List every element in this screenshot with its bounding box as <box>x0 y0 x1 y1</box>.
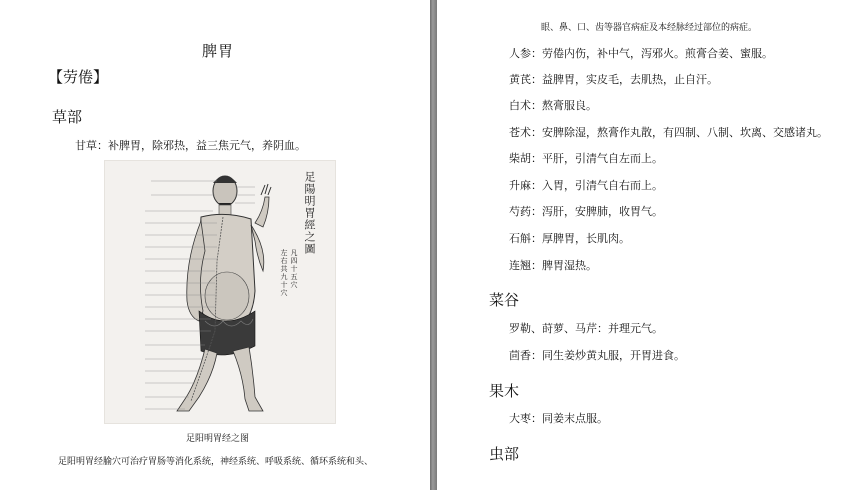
figure-vertical-title: 足陽明胃經之圖 <box>303 171 316 255</box>
figure-vertical-sub2: 左右共九十穴 <box>280 249 288 297</box>
entry-luole: 罗勒、莳萝、马芹：并理元气。 <box>509 322 663 335</box>
entry-shaoyao: 芍药：泻肝，安脾肺，收胃气。 <box>509 205 663 218</box>
section-heading-vegetable: 菜谷 <box>489 291 520 309</box>
entry-gancao: 甘草：补脾胃，除邪热，益三焦元气，养阴血。 <box>75 139 306 152</box>
figure-vertical-sub1: 凡四十五穴 <box>290 249 298 289</box>
entry-shihu: 石斛：厚脾胃，长肌肉。 <box>509 232 630 245</box>
entry-shengma: 升麻：入胃，引清气自右而上。 <box>509 179 663 192</box>
right-page <box>437 0 868 490</box>
entry-lianqiao: 连翘：脾胃湿热。 <box>509 259 597 272</box>
page-gutter <box>430 0 437 490</box>
entry-huixiang: 茴香：同生姜炒黄丸服，开胃进食。 <box>509 349 685 362</box>
entry-baizhu: 白术：熬膏服良。 <box>509 99 597 112</box>
entry-renshen: 人参：劳倦内伤，补中气，泻邪火。煎膏合姜、蜜服。 <box>509 47 773 60</box>
entry-dazao: 大枣：同姜末点服。 <box>509 412 608 425</box>
section-heading-insect: 虫部 <box>489 445 520 463</box>
section-heading-fruit: 果木 <box>489 382 520 400</box>
footer-paragraph: 足阳明胃经腧穴可治疗胃肠等消化系统，神经系统、呼吸系统、循环系统和头、 <box>58 457 374 467</box>
entry-huangqi: 黄芪：益脾胃，实皮毛，去肌热，止自汗。 <box>509 73 718 86</box>
left-page <box>0 0 430 490</box>
figure-caption: 足阳明胃经之图 <box>186 434 250 444</box>
entry-cangzhu: 苍术：安脾除湿，熬膏作丸散，有四制、八制、坎离、交感诸丸。 <box>509 126 828 139</box>
meridian-figure <box>104 160 336 424</box>
continued-paragraph: 眼、鼻、口、齿等器官病症及本经脉经过部位的病症。 <box>541 23 758 33</box>
category-heading: 【劳倦】 <box>48 68 109 86</box>
page-title: 脾胃 <box>202 42 235 60</box>
section-heading-herbs: 草部 <box>52 108 83 126</box>
entry-chaihu: 柴胡：平肝，引清气自左而上。 <box>509 152 663 165</box>
